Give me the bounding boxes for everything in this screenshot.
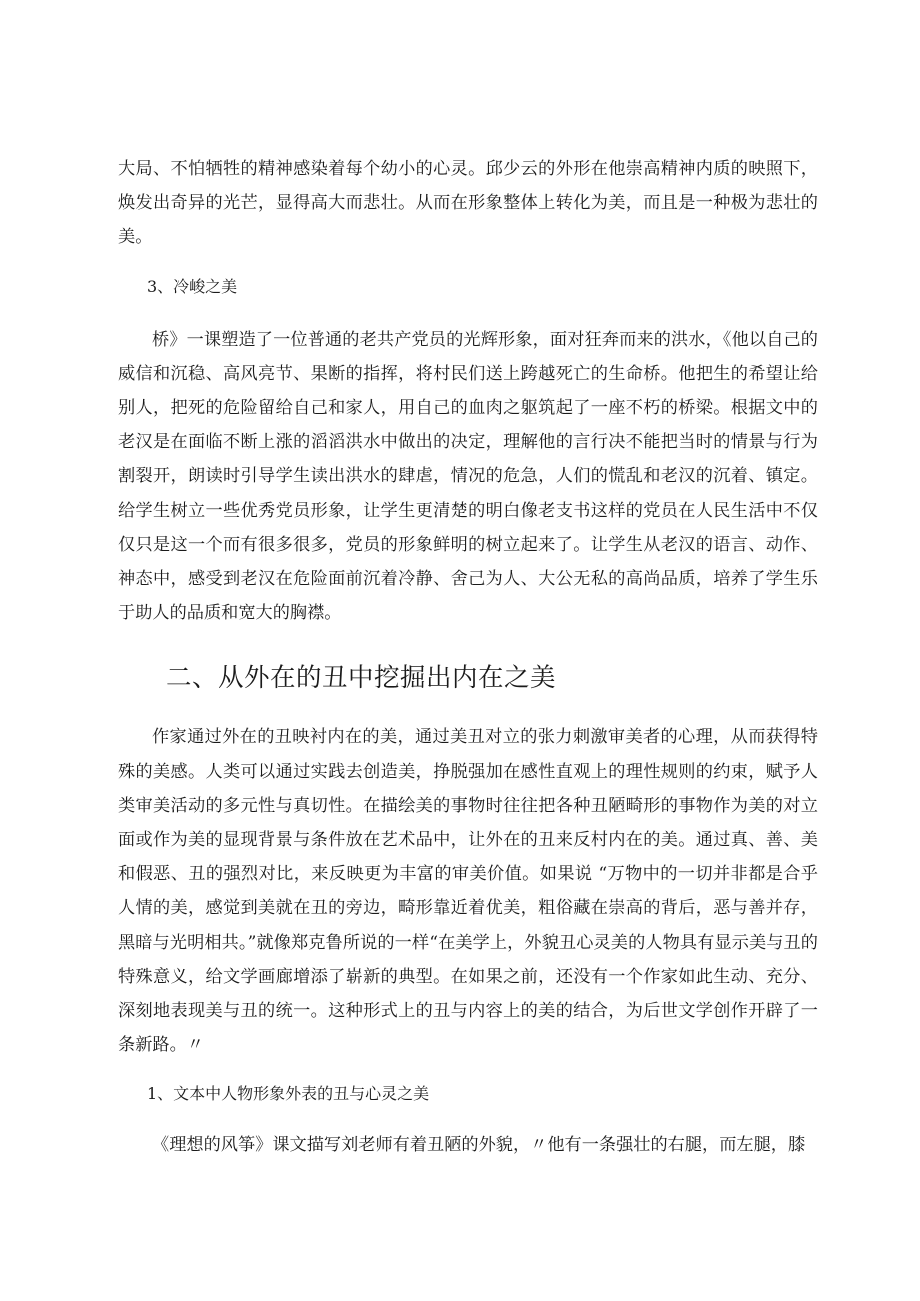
- document-body: [118, 152, 818, 1163]
- paragraph-kite: 《理想的风筝》课文描写刘老师有着丑陋的外貌，〃他有一条强壮的右腿，而左腿，膝: [152, 1135, 806, 1156]
- paragraph-bridge: 桥》一课塑造了一位普通的老共产党员的光辉形象，面对狂奔而来的洪水，《他以自己的威信和沉稳、高风亮节、果断的指挥，将村民们送上跨越死亡的生命桥。他把生的希望让给别人，把死的危险留给自己和家人，用自己的血肉之躯筑起了一座不朽的桥梁。根据文中的老汉是在面临不断上涨的滔滔洪水中做出的决定，理解他的言行决不能把当时的情景与行为割裂开，朗读时引导学生读出洪水的肆虐，情况的危急，人们的慌乱和老汉的沉着、镇定。给学生树立一些优秀党员形象，让学生更清楚的明白像老支书这样的党员在人民生活中不仅仅只是这一个而有很多很多，党员的形象鲜明的树立起来了。让学生从老汉的语言、动作、神态中，感受到老汉在危险面前沉着冷静、舍己为人、大公无私的高尚品质，培养了学生乐于助人的品质和宽大的胸襟。: [118, 329, 818, 624]
- paragraph-writer: 作家通过外在的丑映衬内在的美，通过美丑对立的张力刺激审美者的心理，从而获得特殊的美感。人类可以通过实践去创造美，挣脱强加在感性直观上的理性规则的约束，赋予人类审美活动的多元性与真切性。在描绘美的事物时往往把各种丑陋畸形的事物作为美的对立面或作为美的显现背景与条件放在艺术品中，让外在的丑来反村内在的美。通过真、善、美和假恶、丑的强烈对比，来反映更为丰富的审美价值。如果说 “万物中的一切并非都是合乎人情的美，感觉到美就在丑的旁边，畸形靠近着优美，粗俗藏在崇高的背后，恶与善并存，黑暗与光明相共。”就像郑克鲁所说的一样“在美学上，外貌丑心灵美的人物具有显示美与丑的特殊意义，给文学画廊增添了崭新的典型。在如果之前，还没有一个作家如此生动、充分、深刻地表现美与丑的统一。这种形式上的丑与内容上的美的结合，为后世文学创作开辟了一条新路。〃: [118, 727, 818, 1056]
- paragraph-intro: 大局、不怕牺牲的精神感染着每个幼小的心灵。邱少云的外形在他崇高精神内质的映照下，焕发出奇异的光芒，显得高大而悲壮。从而在形象整体上转化为美，而且是一种极为悲壮的美。: [118, 159, 818, 248]
- section-heading-2: 二、从外在的丑中挖掘出内在之美: [166, 663, 557, 694]
- subheading-ugly-and-soul: 1、文本中人物形象外表的丑与心灵之美: [147, 1084, 430, 1104]
- subheading-cold-beauty: 3、冷峻之美: [147, 276, 238, 296]
